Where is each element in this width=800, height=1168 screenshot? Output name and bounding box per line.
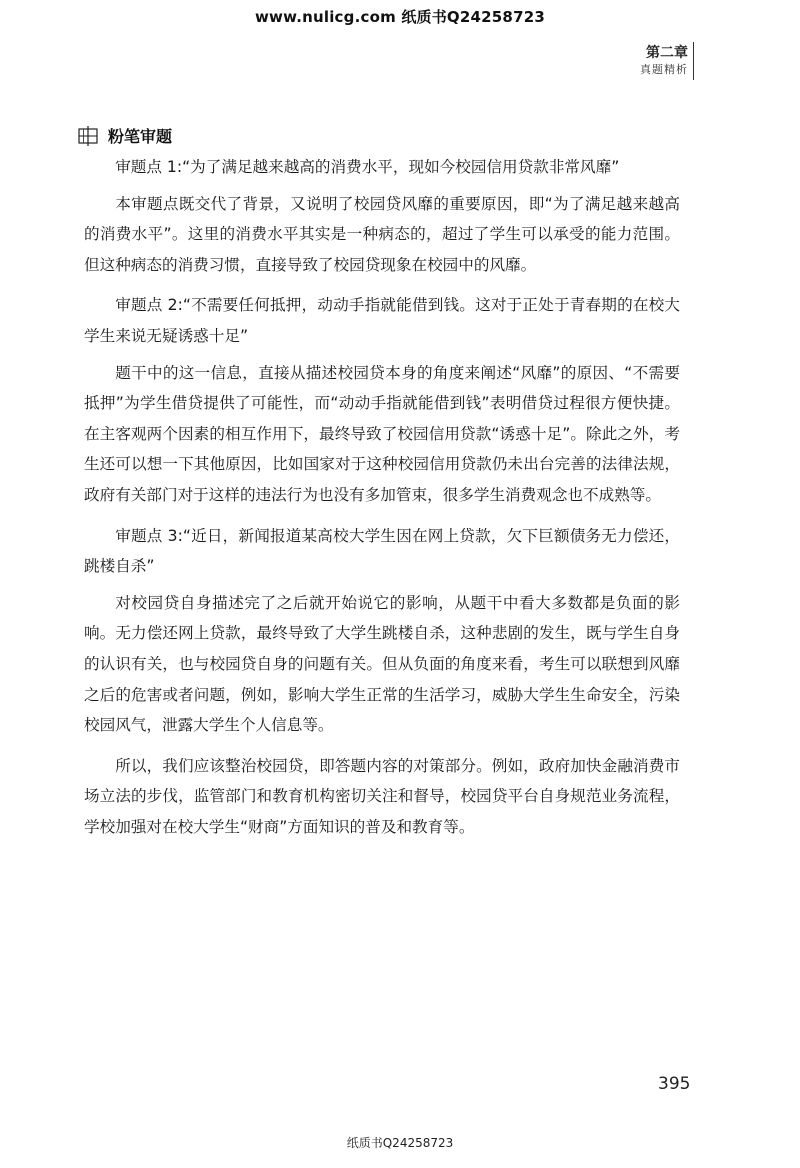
chapter-divider (693, 42, 694, 80)
chapter-subtitle: 真题精析 (640, 63, 688, 76)
review-point-heading: 审题点 2:“不需要任何抵押，动动手指就能借到钱。这对于正处于青春期的在校大学生来说无疑诱惑十足” (84, 296, 680, 345)
section-heading (78, 124, 172, 147)
bottom-watermark: 纸质书Q24258723 (346, 1136, 454, 1150)
top-watermark: www.nulicg.com 纸质书Q24258723 (255, 8, 545, 26)
body-paragraph: 题干中的这一信息，直接从描述校园贷本身的角度来阐述“风靡”的原因、“不需要抵押”为学生借贷提供了可能性，而“动动手指就能借到钱”表明借贷过程很方便快捷。在主客观两个因素的相互作用下，最终导致了校园信用贷款“诱惑十足”。除此之外，考生还可以想一下其他原因，比如国家对于这种校园信用贷款仍未出台完善的法律法规，政府有关部门对于这样的违法行为也没有多加管束，很多学生消费观念也不成熟等。 (84, 363, 680, 504)
review-point-heading: 审题点 3:“近日，新闻报道某高校大学生因在网上贷款，欠下巨额债务无力偿还，跳楼自杀” (84, 526, 680, 576)
chapter-header (640, 44, 688, 78)
chapter-title: 第二章 (646, 45, 688, 61)
grid-icon (78, 126, 98, 146)
article-body (84, 152, 680, 852)
review-point-heading: 审题点 1:“为了满足越来越高的消费水平，现如今校园信用贷款非常风靡” (115, 158, 620, 176)
body-paragraph: 对校园贷自身描述完了之后就开始说它的影响，从题干中看大多数都是负面的影响。无力偿还网上贷款，最终导致了大学生跳楼自杀，这种悲剧的发生，既与学生自身的认识有关，也与校园贷自身的问题有关。但从负面的角度来看，考生可以联想到风靡之后的危害或者问题，例如，影响大学生正常的生活学习，威胁大学生生命安全，污染校园风气，泄露大学生个人信息等。 (84, 593, 680, 735)
body-paragraph: 本审题点既交代了背景，又说明了校园贷风靡的重要原因，即“为了满足越来越高的消费水平”。这里的消费水平其实是一种病态的，超过了学生可以承受的能力范围。但这种病态的消费习惯，直接导致了校园贷现象在校园中的风靡。 (84, 194, 680, 274)
body-paragraph: 所以，我们应该整治校园贷，即答题内容的对策部分。例如，政府加快金融消费市场立法的步伐，监管部门和教育机构密切关注和督导，校园贷平台自身规范业务流程，学校加强对在校大学生“财商”方面知识的普及和教育等。 (84, 756, 680, 836)
section-title: 粉笔审题 (108, 127, 173, 146)
page-number: 395 (658, 1074, 691, 1094)
